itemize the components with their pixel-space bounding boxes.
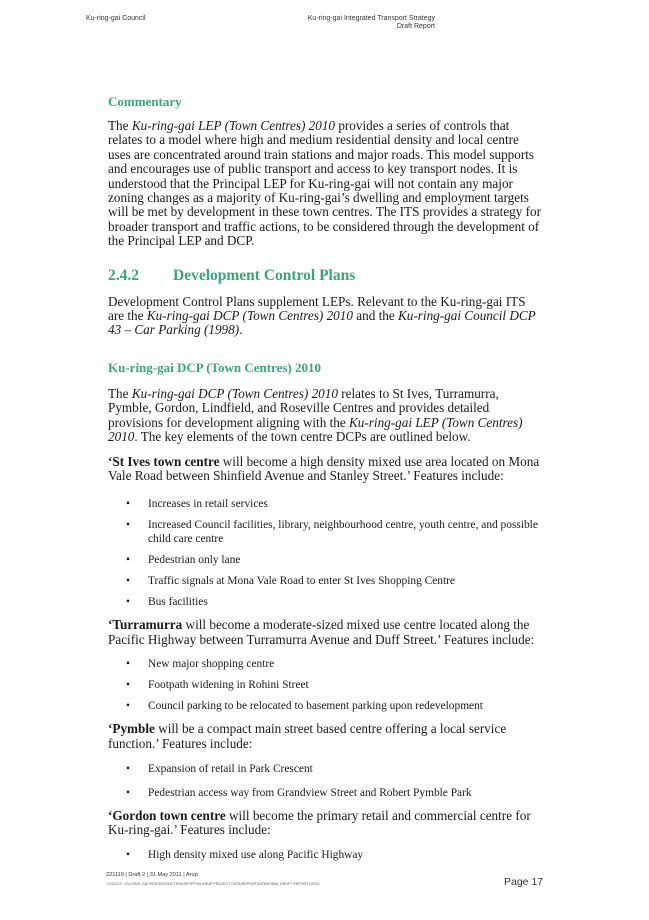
feature-list-st-ives xyxy=(108,497,543,609)
text-run: will become the primary retail and commercial centre for Ku-ring-gai.’ Features include: xyxy=(108,807,531,838)
list-item: • New major shopping centre xyxy=(126,658,275,671)
bullet-icon: • xyxy=(126,575,130,588)
dcp-paragraph xyxy=(108,387,543,445)
bullet-icon: • xyxy=(126,498,130,511)
text-run: and the xyxy=(352,308,398,324)
header-organization: Ku-ring-gai Council xyxy=(86,15,146,22)
section-heading xyxy=(108,267,543,285)
list-item: • Pedestrian only lane xyxy=(126,554,241,567)
list-item: • Increases in retail services xyxy=(126,498,268,511)
list-item: • Traffic signals at Mona Vale Road to enter St Ives Shopping Centre xyxy=(126,575,455,588)
header-document-title xyxy=(308,15,435,31)
bullet-icon: • xyxy=(126,848,130,861)
page-number: Page 17 xyxy=(504,876,544,888)
subsection-heading: Ku-ring-gai DCP (Town Centres) 2010 xyxy=(108,359,322,375)
list-item: • Footpath widening in Rohini Street xyxy=(126,679,309,692)
document-reference: Ku-ring-gai LEP (Town Centres) 2010 xyxy=(108,414,523,445)
page-content xyxy=(108,94,543,862)
text-run: will become a moderate-sized mixed use centre located along the Pacific Highway between Turramurra Avenue and Duff Street.’ Features include: xyxy=(108,617,535,647)
bullet-icon: • xyxy=(126,519,130,532)
document-reference: Ku-ring-gai LEP (Town Centres) 2010 xyxy=(131,118,336,133)
document-reference: Ku-ring-gai Council DCP 43 – Car Parking (1998) xyxy=(108,308,536,338)
header-title-line: Ku-ring-gai Integrated Transport Strategy xyxy=(307,15,435,22)
bullet-icon: • xyxy=(126,762,130,775)
document-reference: Ku-ring-gai DCP (Town Centres) 2010 xyxy=(131,385,338,401)
list-item: • Pedestrian access way from Grandview Street and Robert Pymble Park xyxy=(126,786,472,799)
feature-list-pymble xyxy=(108,762,543,800)
footer-file-path: J:\221119 - KU-RING-GAI INTEGRATED TRANSPORT\05 ARUP PROJECT DATA\REPORTS\0006FINAL DRAFT REPORT.DOCX xyxy=(106,882,320,886)
section-paragraph xyxy=(108,295,543,338)
section-number: 2.4.2 xyxy=(108,266,139,284)
centre-paragraph-gordon xyxy=(108,809,543,838)
centre-name: ‘Pymble xyxy=(108,721,155,737)
centre-name: ‘Turramurra xyxy=(108,617,183,633)
text-run: will be a compact main street based centre offering a local service function.’ Features include: xyxy=(108,721,507,751)
list-item: • Increased Council facilities, library, neighbourhood centre, youth centre, and possible child care centre xyxy=(126,519,538,546)
text-run: . xyxy=(239,322,243,338)
list-item: • High density mixed use along Pacific Highway xyxy=(126,848,364,861)
commentary-paragraph xyxy=(108,119,543,249)
centre-paragraph-turramurra xyxy=(108,618,543,647)
bullet-icon: • xyxy=(126,554,130,567)
text-run: will become a high density mixed use area located on Mona Vale Road between Shinfield Avenue and Stanley Street.’ Features include: xyxy=(108,453,540,483)
bullet-icon: • xyxy=(126,596,130,609)
bullet-icon: • xyxy=(126,700,130,713)
text-run: relates to St Ives, Turramurra, Pymble, Gordon, Lindfield, and Roseville Centres and provides detailed provisions for development aligning with the xyxy=(108,385,499,430)
footer-document-info: 221119 | Draft 2 | 31 May 2011 | Arup xyxy=(106,872,198,878)
text-run: The xyxy=(108,385,132,401)
list-item: • Bus facilities xyxy=(126,596,208,609)
centre-name: ‘St Ives town centre xyxy=(108,453,220,469)
centre-name: ‘Gordon town centre xyxy=(108,807,226,823)
list-item: • Council parking to be relocated to basement parking upon redevelopment xyxy=(126,700,483,713)
text-run: provides a series of controls that relates to a model where high and medium residential density and local centre uses are concentrated around train stations and major roads. This model supports and encourages use of public transport and access to key transport nodes. It is understood that the Principal LEP for Ku-ring-gai will not contain any major zoning changes as a majority of Ku-ring-gai’s dwelling and employment targets will be met by development in these town centres. The ITS provides a strategy for broader transport and traffic actions, to be considered through the development of the Principal LEP and DCP. xyxy=(108,118,541,249)
centre-paragraph-st-ives xyxy=(108,455,543,484)
text-run: The xyxy=(108,118,132,133)
feature-list-gordon xyxy=(108,848,543,862)
bullet-icon: • xyxy=(126,658,130,671)
section-title: Development Control Plans xyxy=(173,266,356,284)
header-status-line: Draft Report xyxy=(396,23,435,30)
text-run: . The key elements of the town centre DCPs are outlined below. xyxy=(134,429,471,445)
text-run: Development Control Plans supplement LEPs. Relevant to the Ku-ring-gai ITS are the xyxy=(108,293,526,324)
list-item: • Expansion of retail in Park Crescent xyxy=(126,762,313,775)
commentary-heading: Commentary xyxy=(108,94,182,109)
bullet-icon: • xyxy=(126,679,130,692)
centre-paragraph-pymble xyxy=(108,722,543,751)
feature-list-turramurra xyxy=(108,657,543,713)
bullet-icon: • xyxy=(126,786,130,799)
document-reference: Ku-ring-gai DCP (Town Centres) 2010 xyxy=(146,308,353,324)
